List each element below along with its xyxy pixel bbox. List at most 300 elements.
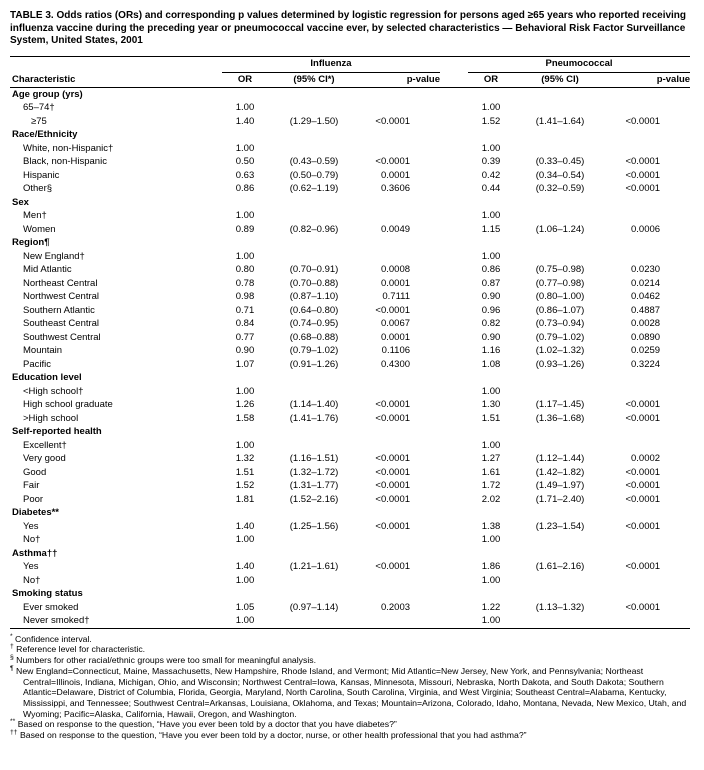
pneumococcal-pvalue-cell: 0.3224 <box>630 358 661 370</box>
influenza-or-cell: 1.58 <box>235 412 255 424</box>
influenza-or-cell: 0.71 <box>235 304 255 316</box>
table-row <box>10 412 690 426</box>
spacer-cell <box>440 385 468 399</box>
influenza-ci-cell: (0.79–1.02) <box>289 345 339 357</box>
pneumococcal-or-cell: 1.86 <box>481 561 501 573</box>
pneumococcal-pvalue-cell <box>606 250 690 264</box>
influenza-pvalue-cell <box>360 142 440 156</box>
pneumococcal-ci-cell: (1.42–1.82) <box>535 466 585 478</box>
table-row <box>10 209 690 223</box>
pneumococcal-ci-cell: (1.23–1.54) <box>535 520 585 532</box>
table-row <box>10 385 690 399</box>
characteristic-cell: Excellent† <box>23 439 67 451</box>
influenza-or-cell: 0.89 <box>235 223 255 235</box>
influenza-or-cell: 0.90 <box>235 345 255 357</box>
pneumococcal-or-cell: 1.00 <box>468 614 514 628</box>
influenza-ci-cell <box>268 250 360 264</box>
influenza-pvalue-cell: <0.0001 <box>375 480 411 492</box>
pneumococcal-ci-cell <box>514 209 606 223</box>
pneumococcal-pvalue-cell: 0.4887 <box>630 304 661 316</box>
influenza-ci-cell <box>268 574 360 588</box>
influenza-ci-cell: (1.21–1.61) <box>289 561 339 573</box>
characteristic-cell: Yes <box>23 520 39 532</box>
spacer-cell <box>440 155 468 169</box>
column-header-influenza-ci: (95% CI*) <box>268 72 360 87</box>
pneumococcal-pvalue-cell: <0.0001 <box>625 493 661 505</box>
table-row <box>10 614 690 628</box>
pneumococcal-pvalue-cell <box>606 101 690 115</box>
influenza-pvalue-cell <box>360 574 440 588</box>
characteristic-cell: Southwest Central <box>23 331 101 343</box>
influenza-pvalue-cell <box>360 250 440 264</box>
influenza-or-cell: 0.78 <box>235 277 255 289</box>
pneumococcal-or-cell: 0.42 <box>481 169 501 181</box>
pneumococcal-or-cell: 1.27 <box>481 453 501 465</box>
influenza-or-cell: 1.52 <box>235 480 255 492</box>
pneumococcal-or-cell: 0.39 <box>481 156 501 168</box>
influenza-ci-cell <box>268 385 360 399</box>
influenza-pvalue-cell <box>360 101 440 115</box>
characteristic-cell: Northeast Central <box>23 277 98 289</box>
pneumococcal-pvalue-cell <box>606 385 690 399</box>
characteristic-cell: Southeast Central <box>23 318 100 330</box>
influenza-ci-cell: (0.43–0.59) <box>289 156 339 168</box>
characteristic-cell: Southern Atlantic <box>23 304 95 316</box>
pneumococcal-pvalue-cell <box>606 142 690 156</box>
pneumococcal-pvalue-cell: 0.0028 <box>630 318 661 330</box>
influenza-pvalue-cell: 0.0001 <box>380 277 411 289</box>
pneumococcal-pvalue-cell: 0.0230 <box>630 264 661 276</box>
pneumococcal-or-cell: 0.82 <box>481 318 501 330</box>
spacer-cell <box>440 250 468 264</box>
characteristic-cell: High school graduate <box>23 399 113 411</box>
influenza-ci-cell: (1.29–1.50) <box>289 115 339 127</box>
section-label: Smoking status <box>12 588 83 600</box>
influenza-or-cell: 1.05 <box>235 601 255 613</box>
table-row <box>10 331 690 345</box>
influenza-ci-cell: (1.52–2.16) <box>289 493 339 505</box>
influenza-or-cell: 1.32 <box>235 453 255 465</box>
pneumococcal-ci-cell: (1.02–1.32) <box>535 345 585 357</box>
table-row <box>10 142 690 156</box>
pneumococcal-ci-cell: (0.32–0.59) <box>535 183 585 195</box>
footnote: † Reference level for characteristic. <box>10 643 146 655</box>
influenza-ci-cell: (0.68–0.88) <box>289 331 339 343</box>
section-header-row <box>10 196 690 210</box>
influenza-pvalue-cell <box>360 209 440 223</box>
influenza-pvalue-cell: 0.0001 <box>380 331 411 343</box>
section-header-row <box>10 87 690 101</box>
influenza-or-cell: 1.07 <box>235 358 255 370</box>
pneumococcal-pvalue-cell <box>606 614 690 628</box>
spacer-cell <box>440 101 468 115</box>
footnote-marker: * <box>10 632 13 640</box>
section-label: Asthma†† <box>12 547 58 559</box>
characteristic-cell: Men† <box>23 210 47 222</box>
influenza-pvalue-cell: <0.0001 <box>375 304 411 316</box>
pneumococcal-or-cell: 1.00 <box>481 574 501 586</box>
influenza-group-header: Influenza <box>222 56 440 72</box>
spacer-cell <box>440 452 468 466</box>
influenza-ci-cell: (0.70–0.88) <box>289 277 339 289</box>
pneumococcal-or-cell: 1.61 <box>481 466 501 478</box>
characteristic-cell: Very good <box>23 453 66 465</box>
influenza-pvalue-cell: <0.0001 <box>375 520 411 532</box>
pneumococcal-or-cell: 0.44 <box>481 183 501 195</box>
section-label: Education level <box>12 372 82 384</box>
section-header-row <box>10 236 690 250</box>
characteristic-cell: Yes <box>23 561 39 573</box>
influenza-or-cell: 1.00 <box>235 250 255 262</box>
pneumococcal-pvalue-cell: 0.0214 <box>630 277 661 289</box>
influenza-or-cell: 1.26 <box>235 399 255 411</box>
pneumococcal-pvalue-cell: <0.0001 <box>625 480 661 492</box>
pneumococcal-ci-cell: (1.36–1.68) <box>535 412 585 424</box>
pneumococcal-pvalue-cell <box>606 533 690 547</box>
influenza-ci-cell: (0.50–0.79) <box>289 169 339 181</box>
influenza-or-cell: 0.77 <box>235 331 255 343</box>
characteristic-cell: Never smoked† <box>10 614 222 628</box>
pneumococcal-or-cell: 1.00 <box>481 439 501 451</box>
influenza-pvalue-cell: <0.0001 <box>375 453 411 465</box>
influenza-pvalue-cell: 0.0067 <box>380 318 411 330</box>
characteristic-cell: No† <box>23 534 41 546</box>
table-row <box>10 439 690 453</box>
characteristic-cell: >High school <box>23 412 79 424</box>
pneumococcal-ci-cell <box>514 385 606 399</box>
influenza-ci-cell: (1.32–1.72) <box>289 466 339 478</box>
column-header-pneumococcal-ci: (95% CI) <box>514 72 606 87</box>
pneumococcal-group-header: Pneumococcal <box>468 56 690 72</box>
pneumococcal-or-cell: 1.30 <box>481 399 501 411</box>
pneumococcal-pvalue-cell: 0.0462 <box>630 291 661 303</box>
spacer-cell <box>440 209 468 223</box>
footnote: § Numbers for other racial/ethnic groups were too small for meaningful analysis. <box>10 654 317 666</box>
influenza-or-cell: 1.40 <box>235 561 255 573</box>
characteristic-cell: Northwest Central <box>23 291 100 303</box>
footnote: ¶ New England=Connecticut, Maine, Massachusetts, New Hampshire, Rhode Island, and Vermont; Mid Atlantic=New Jersey, New York, and Pennsylvania; Northeast Central=Illinois, Indiana, Michigan, Ohio, and Wisconsin; Northwest Central=Iowa, Kansas, Minnesota, Missouri, Nebraska, North Dakota, and South Dakota; Southern Atlantic=Delaware, District of Columbia, Florida, Georgia, Maryland, North Carolina, South Carolina, Virginia, and West Virginia; Southeast Central=Alabama, Kentucky, Mississippi, and Tennessee; Southwest Central=Arkansas, Louisiana, Oklahoma, and Texas; Mountain=Arizona, Colorado, Idaho, Montana, Nevada, New Mexico, Utah, and Wyoming; Pacific=Alaska, California, Hawaii, Oregon, and Washington. <box>10 665 687 719</box>
pneumococcal-ci-cell: (1.71–2.40) <box>535 493 585 505</box>
table-row <box>10 250 690 264</box>
pneumococcal-pvalue-cell: <0.0001 <box>625 183 661 195</box>
pneumococcal-ci-cell: (1.49–1.97) <box>535 480 585 492</box>
spacer-cell <box>440 263 468 277</box>
influenza-ci-cell <box>268 209 360 223</box>
footnotes <box>10 634 695 741</box>
table-row <box>10 290 690 304</box>
influenza-or-cell: 1.00 <box>235 210 255 222</box>
influenza-ci-cell: (0.64–0.80) <box>289 304 339 316</box>
pneumococcal-ci-cell: (0.80–1.00) <box>535 291 585 303</box>
pneumococcal-ci-cell: (0.34–0.54) <box>535 169 585 181</box>
characteristic-cell: <High school† <box>23 385 84 397</box>
influenza-ci-cell: (1.14–1.40) <box>289 399 339 411</box>
table-row <box>10 101 690 115</box>
table-row <box>10 466 690 480</box>
characteristic-cell: Pacific <box>23 358 51 370</box>
footnote-marker: § <box>10 654 14 662</box>
characteristic-cell: No† <box>23 574 41 586</box>
influenza-pvalue-cell: 0.2003 <box>380 601 411 613</box>
section-header-row <box>10 506 690 520</box>
pneumococcal-ci-cell: (1.17–1.45) <box>535 399 585 411</box>
influenza-ci-cell <box>268 142 360 156</box>
pneumococcal-or-cell: 2.02 <box>481 493 501 505</box>
influenza-pvalue-cell <box>360 533 440 547</box>
pneumococcal-or-cell: 1.00 <box>481 385 501 397</box>
pneumococcal-or-cell: 1.72 <box>481 480 501 492</box>
characteristic-cell: Other§ <box>23 183 53 195</box>
influenza-pvalue-cell <box>360 439 440 453</box>
influenza-ci-cell: (0.74–0.95) <box>289 318 339 330</box>
influenza-pvalue-cell: <0.0001 <box>375 399 411 411</box>
column-header-influenza-or: OR <box>222 72 268 87</box>
pneumococcal-ci-cell: (1.41–1.64) <box>535 115 585 127</box>
pneumococcal-ci-cell: (1.12–1.44) <box>535 453 585 465</box>
table-row <box>10 169 690 183</box>
pneumococcal-pvalue-cell: 0.0006 <box>630 223 661 235</box>
footnote: †† Based on response to the question, “Have you ever been told by a doctor, nurse, or other health professional that you had asthma?” <box>10 729 527 741</box>
pneumococcal-ci-cell: (0.75–0.98) <box>535 264 585 276</box>
influenza-ci-cell: (1.31–1.77) <box>289 480 339 492</box>
characteristic-cell: Hispanic <box>23 169 60 181</box>
section-header-row <box>10 128 690 142</box>
pneumococcal-or-cell: 0.90 <box>481 291 501 303</box>
footnote-marker: ** <box>10 718 16 726</box>
table-row <box>10 398 690 412</box>
pneumococcal-pvalue-cell: 0.0890 <box>630 331 661 343</box>
column-header-characteristic: Characteristic <box>10 72 222 87</box>
column-header-gap <box>440 72 468 87</box>
characteristic-cell: Mid Atlantic <box>23 264 72 276</box>
table-row <box>10 358 690 372</box>
pneumococcal-or-cell: 1.00 <box>481 142 501 154</box>
table-row <box>10 452 690 466</box>
pneumococcal-or-cell: 1.52 <box>481 115 501 127</box>
section-header-row <box>10 587 690 601</box>
influenza-ci-cell: (0.97–1.14) <box>289 601 339 613</box>
spacer-cell <box>440 223 468 237</box>
table-row <box>10 601 690 615</box>
pneumococcal-or-cell: 1.00 <box>481 102 501 114</box>
table-title: TABLE 3. Odds ratios (ORs) and corresponding p values determined by logistic regression for persons aged ≥65 years who reported receiving influenza vaccine during the preceding year or pneumococcal vaccine ever, by selected characteristics — Behavioral Risk Factor Surveillance System, United States, 2001 <box>10 10 687 47</box>
group-header-spacer <box>10 56 222 72</box>
pneumococcal-or-cell: 0.86 <box>481 264 501 276</box>
pneumococcal-ci-cell <box>514 614 606 628</box>
pneumococcal-or-cell: 0.96 <box>481 304 501 316</box>
footnote: * Confidence interval. <box>10 632 92 644</box>
influenza-ci-cell <box>268 533 360 547</box>
influenza-or-cell: 1.51 <box>235 466 255 478</box>
spacer-cell <box>440 614 468 628</box>
characteristic-cell: Black, non-Hispanic <box>23 156 107 168</box>
spacer-cell <box>440 466 468 480</box>
section-label: Self-reported health <box>12 426 102 438</box>
spacer-cell <box>440 398 468 412</box>
spacer-cell <box>440 290 468 304</box>
pneumococcal-pvalue-cell: 0.0002 <box>630 453 661 465</box>
table-row <box>10 520 690 534</box>
influenza-or-cell: 0.80 <box>235 264 255 276</box>
characteristic-cell: New England† <box>23 250 85 262</box>
influenza-or-cell: 0.86 <box>235 183 255 195</box>
pneumococcal-or-cell: 1.16 <box>481 345 501 357</box>
table-row <box>10 493 690 507</box>
table-row <box>10 479 690 493</box>
footnote-marker: † <box>10 643 14 651</box>
influenza-or-cell: 0.63 <box>235 169 255 181</box>
spacer-cell <box>440 304 468 318</box>
footnote-marker: ¶ <box>10 665 14 672</box>
influenza-pvalue-cell: <0.0001 <box>375 412 411 424</box>
pneumococcal-pvalue-cell <box>606 439 690 453</box>
pneumococcal-ci-cell: (0.93–1.26) <box>535 358 585 370</box>
characteristic-cell: Fair <box>23 480 40 492</box>
pneumococcal-pvalue-cell: <0.0001 <box>625 601 661 613</box>
table-header <box>10 56 690 87</box>
pneumococcal-ci-cell <box>514 439 606 453</box>
influenza-or-cell: 1.40 <box>235 520 255 532</box>
pneumococcal-ci-cell: (1.13–1.32) <box>535 601 585 613</box>
pneumococcal-or-cell: 1.38 <box>481 520 501 532</box>
influenza-ci-cell: (0.87–1.10) <box>289 291 339 303</box>
spacer-cell <box>440 115 468 129</box>
influenza-pvalue-cell: 0.0001 <box>380 169 411 181</box>
influenza-or-cell: 1.81 <box>235 493 255 505</box>
influenza-ci-cell: (0.82–0.96) <box>289 223 339 235</box>
influenza-pvalue-cell: 0.4300 <box>380 358 411 370</box>
pneumococcal-pvalue-cell <box>606 574 690 588</box>
influenza-or-cell: 0.98 <box>235 291 255 303</box>
pneumococcal-or-cell: 1.00 <box>481 210 501 222</box>
influenza-ci-cell <box>268 101 360 115</box>
characteristic-cell: Poor <box>23 493 44 505</box>
pneumococcal-or-cell: 1.00 <box>481 250 501 262</box>
characteristic-cell: Good <box>23 466 47 478</box>
pneumococcal-ci-cell: (1.06–1.24) <box>535 223 585 235</box>
group-gap <box>440 56 468 72</box>
footnote-marker: †† <box>10 729 18 737</box>
pneumococcal-pvalue-cell: <0.0001 <box>625 399 661 411</box>
pneumococcal-pvalue-cell: <0.0001 <box>625 115 661 127</box>
pneumococcal-ci-cell: (0.86–1.07) <box>535 304 585 316</box>
table-row <box>10 182 690 196</box>
section-label: Race/Ethnicity <box>12 129 78 141</box>
pneumococcal-or-cell: 1.08 <box>481 358 501 370</box>
section-header-row <box>10 371 690 385</box>
influenza-pvalue-cell: <0.0001 <box>375 156 411 168</box>
spacer-cell <box>440 520 468 534</box>
pneumococcal-pvalue-cell: <0.0001 <box>625 169 661 181</box>
influenza-pvalue-cell: <0.0001 <box>375 115 411 127</box>
pneumococcal-ci-cell: (0.77–0.98) <box>535 277 585 289</box>
section-label: Sex <box>12 196 29 208</box>
spacer-cell <box>440 439 468 453</box>
column-header-influenza-pvalue: p-value <box>360 72 440 87</box>
pneumococcal-or-cell: 0.90 <box>481 331 501 343</box>
influenza-or-cell: 1.00 <box>235 439 255 451</box>
influenza-ci-cell: (0.70–0.91) <box>289 264 339 276</box>
spacer-cell <box>440 479 468 493</box>
pneumococcal-pvalue-cell <box>606 209 690 223</box>
spacer-cell <box>440 331 468 345</box>
pneumococcal-or-cell: 0.87 <box>481 277 501 289</box>
table-row <box>10 533 690 547</box>
pneumococcal-ci-cell: (0.33–0.45) <box>535 156 585 168</box>
pneumococcal-pvalue-cell: <0.0001 <box>625 466 661 478</box>
spacer-cell <box>440 277 468 291</box>
influenza-pvalue-cell: 0.0049 <box>380 223 411 235</box>
table-row <box>10 344 690 358</box>
influenza-ci-cell: (0.91–1.26) <box>289 358 339 370</box>
pneumococcal-or-cell: 1.22 <box>481 601 501 613</box>
table-row <box>10 574 690 588</box>
spacer-cell <box>440 358 468 372</box>
influenza-pvalue-cell: <0.0001 <box>375 493 411 505</box>
characteristic-cell: 65–74† <box>23 102 55 114</box>
pneumococcal-pvalue-cell: 0.0259 <box>630 345 661 357</box>
table-row <box>10 155 690 169</box>
section-label: Diabetes** <box>12 507 59 519</box>
pneumococcal-ci-cell <box>514 574 606 588</box>
influenza-ci-cell <box>268 439 360 453</box>
spacer-cell <box>440 601 468 615</box>
influenza-ci-cell: (1.41–1.76) <box>289 412 339 424</box>
table-row <box>10 560 690 574</box>
pneumococcal-ci-cell <box>514 142 606 156</box>
influenza-or-cell: 0.50 <box>235 156 255 168</box>
odds-ratios-table <box>10 56 690 629</box>
pneumococcal-pvalue-cell: <0.0001 <box>625 520 661 532</box>
spacer-cell <box>440 169 468 183</box>
pneumococcal-ci-cell <box>514 533 606 547</box>
section-header-row <box>10 547 690 561</box>
pneumococcal-ci-cell: (1.61–2.16) <box>535 561 585 573</box>
table-row <box>10 277 690 291</box>
characteristic-cell: White, non-Hispanic† <box>23 142 114 154</box>
influenza-or-cell: 1.00 <box>235 142 255 154</box>
pneumococcal-ci-cell <box>514 101 606 115</box>
pneumococcal-pvalue-cell: <0.0001 <box>625 156 661 168</box>
influenza-pvalue-cell: 0.3606 <box>380 183 411 195</box>
influenza-pvalue-cell: <0.0001 <box>375 466 411 478</box>
pneumococcal-ci-cell: (0.79–1.02) <box>535 331 585 343</box>
influenza-or-cell: 1.40 <box>235 115 255 127</box>
table-body <box>10 87 690 628</box>
spacer-cell <box>440 142 468 156</box>
spacer-cell <box>440 533 468 547</box>
influenza-pvalue-cell: 0.0008 <box>380 264 411 276</box>
footnote: ** Based on response to the question, “Have you ever been told by a doctor that you have diabetes?” <box>10 718 397 730</box>
pneumococcal-pvalue-cell: <0.0001 <box>625 412 661 424</box>
pneumococcal-or-cell: 1.51 <box>481 412 501 424</box>
influenza-pvalue-cell <box>360 614 440 628</box>
spacer-cell <box>440 412 468 426</box>
spacer-cell <box>440 182 468 196</box>
influenza-ci-cell: (1.25–1.56) <box>289 520 339 532</box>
column-header-pneumococcal-or: OR <box>468 72 514 87</box>
characteristic-cell: Mountain <box>23 345 63 357</box>
pneumococcal-or-cell: 1.15 <box>481 223 501 235</box>
section-header-row <box>10 425 690 439</box>
table-row <box>10 223 690 237</box>
spacer-cell <box>440 493 468 507</box>
influenza-or-cell: 1.00 <box>222 614 268 628</box>
table-row <box>10 304 690 318</box>
pneumococcal-pvalue-cell: <0.0001 <box>625 561 661 573</box>
table-row <box>10 317 690 331</box>
pneumococcal-ci-cell <box>514 250 606 264</box>
